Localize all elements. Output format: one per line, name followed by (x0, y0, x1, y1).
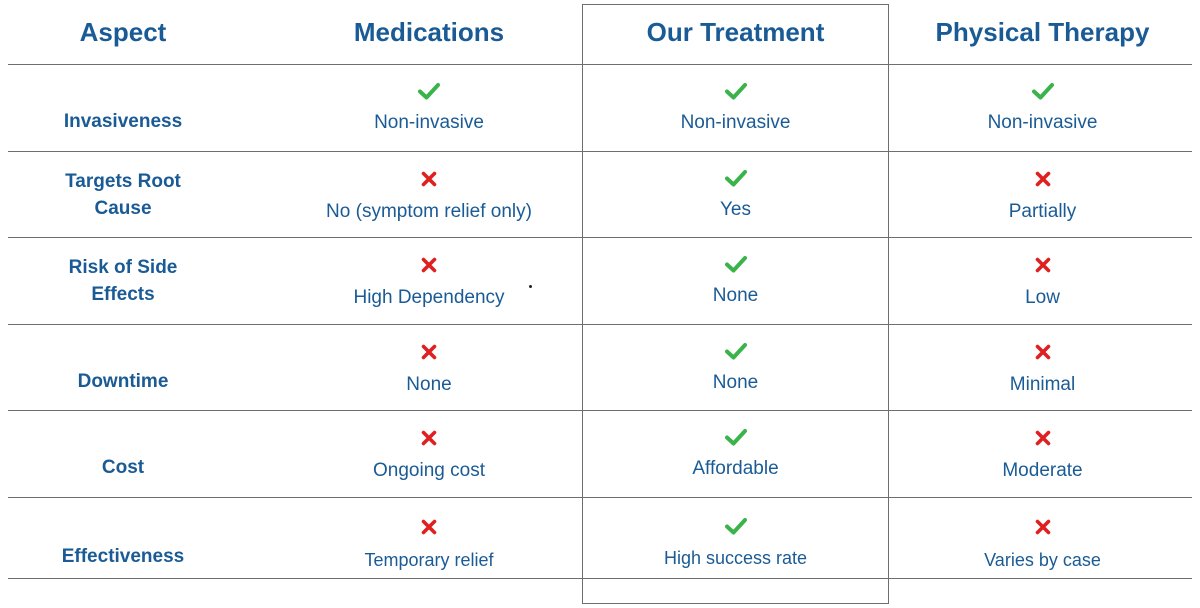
header-our-treatment: Our Treatment (646, 17, 825, 47)
cell-text: Non-invasive (987, 112, 1098, 133)
cell-physical-therapy (889, 80, 1196, 136)
cross-icon (276, 426, 582, 456)
cell-physical-therapy (889, 515, 1196, 573)
cross-icon (276, 340, 582, 370)
cell-text: Low (1025, 287, 1060, 308)
cell-our-treatment (582, 167, 889, 223)
table-bottom-rule (8, 578, 1192, 579)
cell-medications (276, 515, 582, 573)
cell-text: Non-invasive (374, 112, 484, 133)
row-label: Targets Root Cause (65, 171, 181, 219)
cell-text: Ongoing cost (373, 460, 485, 481)
cross-icon (276, 167, 582, 197)
cell-text: None (712, 372, 759, 393)
row-label: Invasiveness (63, 111, 183, 132)
cross-icon (889, 167, 1196, 197)
check-icon (582, 515, 889, 543)
cell-physical-therapy (889, 253, 1196, 311)
cell-our-treatment (582, 340, 889, 396)
cross-icon (276, 515, 582, 545)
check-icon (889, 80, 1196, 108)
check-icon (582, 80, 889, 108)
cell-our-treatment (582, 253, 889, 309)
check-icon (582, 167, 889, 195)
check-icon (582, 253, 889, 281)
cell-text: High Dependency (353, 287, 505, 308)
cross-icon (889, 340, 1196, 370)
cell-physical-therapy (889, 340, 1196, 398)
row-label: Cost (101, 457, 145, 478)
cell-text: Non-invasive (680, 112, 791, 133)
cell-physical-therapy (889, 167, 1196, 225)
cell-text: No (symptom relief only) (326, 201, 532, 222)
cell-our-treatment (582, 80, 889, 136)
cell-text: Moderate (1002, 460, 1083, 481)
cell-text: Yes (720, 199, 751, 220)
cross-icon (889, 253, 1196, 283)
stray-dot (529, 285, 532, 288)
check-icon (582, 340, 889, 368)
cell-text: None (406, 374, 452, 395)
row-divider (8, 324, 1192, 325)
row-label: Downtime (77, 371, 169, 392)
cell-text: None (712, 285, 759, 306)
header-medications: Medications (353, 17, 505, 47)
cell-medications (276, 426, 582, 484)
row-divider (8, 410, 1192, 411)
check-icon (276, 80, 582, 108)
header-aspect: Aspect (79, 17, 167, 47)
cell-text: Varies by case (984, 550, 1101, 570)
cross-icon (889, 515, 1196, 545)
cell-text: High success rate (663, 548, 808, 568)
cell-medications (276, 253, 582, 311)
cell-our-treatment (582, 515, 889, 571)
check-icon (582, 426, 889, 454)
header-physical-therapy: Physical Therapy (935, 17, 1150, 47)
cell-text: Minimal (1009, 374, 1076, 395)
cell-text: Temporary relief (364, 550, 494, 570)
row-divider (8, 237, 1192, 238)
cross-icon (276, 253, 582, 283)
row-divider (8, 151, 1192, 152)
cell-text: Affordable (692, 458, 779, 479)
row-divider (8, 497, 1192, 498)
cell-medications (276, 80, 582, 136)
cell-text: Partially (1008, 201, 1077, 222)
cell-medications (276, 340, 582, 398)
cell-medications (276, 167, 582, 225)
cross-icon (889, 426, 1196, 456)
cell-physical-therapy (889, 426, 1196, 484)
row-label: Risk of Side Effects (68, 257, 178, 305)
cell-our-treatment (582, 426, 889, 482)
header-divider (8, 64, 1192, 65)
row-label: Effectiveness (61, 546, 185, 567)
